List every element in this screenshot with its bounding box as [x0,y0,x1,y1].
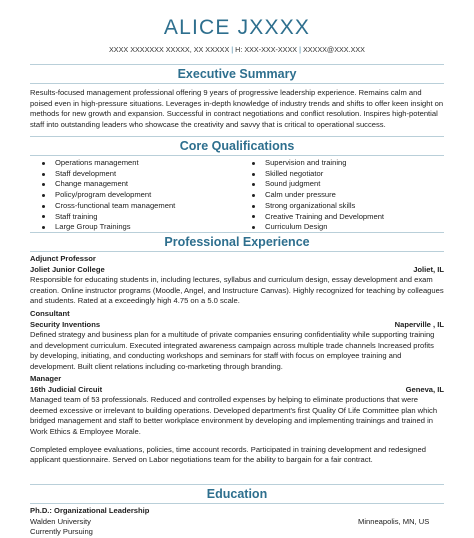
contact-address: XXXX XXXXXXX XXXXX, XX XXXXX [109,45,230,54]
job-description-continued: Completed employee evaluations, policies, time account records. Participated in training development and redesigned applicant questionnaire. Served on Labor negotiations team for the ability to bargain for a fair contract. [30,444,426,465]
candidate-name: ALICE JXXXX [163,16,311,39]
experience-entry [30,374,444,466]
contact-line [0,45,474,54]
qualifications-left-column [40,158,230,233]
qualification-item: Supervision and training [250,158,440,169]
section-heading-professional-experience: Professional Experience [30,232,444,252]
qualifications-right-column [250,158,440,233]
job-employer: Joliet Junior College [30,264,105,274]
contact-email: XXXXX@XXX.XXX [302,45,365,54]
qualification-item: Operations management [40,158,230,169]
job-location: Joliet, IL [413,264,444,274]
education-school: Walden University [30,516,91,526]
contact-phone: H: XXX-XXX-XXXX [235,45,298,54]
qualification-item: Staff training [40,212,230,223]
education-location: Minneapolis, MN, US [358,516,430,526]
job-title: Manager [30,374,62,383]
job-employer-row [30,265,444,276]
qualification-item: Staff development [40,169,230,180]
qualification-item: Policy/program development [40,190,230,201]
education-school-row [30,517,444,528]
job-description: Responsible for educating students in, including lectures, syllabus and curriculum design, essay development and exam creation. Online instructor programs (Moodle, Angel, and Instructure Canvas). Highly recognized for teaching by colleagues and students. Rated at a exceedingly high 4.75 on a 5.0 scale. [30,275,444,306]
qualification-item: Change management [40,179,230,190]
section-heading-executive-summary: Executive Summary [30,64,444,84]
job-location: Naperville , IL [394,319,444,329]
job-description: Managed team of 53 professionals. Reduced and controlled expenses by helping to eliminate productions that were deemed excessive or irrelevant to building operations. Developed department's first Quality Of Life Committee plan which bridged management and staff to better workplace environment by developing and implementing trainings and trained in Work Ethics & Employee Morale. [30,395,438,436]
executive-summary-text: Results-focused management professional offering 9 years of progressive leadership experience. Remains calm and poised even in high-pressure situations. Leverages in-depth knowledge of industry trends and shifts to offer keen insight on methods for new growth and expansion. Successful in contract negotiations and conflict resolution. Inspires high-potential staff into outstanding leaders who showcase the creativity and savvy that is critical to operational success. [30,88,444,129]
contact-separator: | [231,45,234,54]
experience-entry [30,309,444,373]
experience-entry [30,254,444,307]
qualification-item: Creative Training and Development [250,212,440,223]
education-degree: Ph.D.: Organizational Leadership [30,506,150,515]
section-heading-core-qualifications: Core Qualifications [30,136,444,156]
education-entry [30,506,444,538]
education-status: Currently Pursuing [30,527,93,537]
job-title: Adjunct Professor [30,254,96,263]
qualification-item: Skilled negotiator [250,169,440,180]
qualification-item: Strong organizational skills [250,201,440,212]
job-employer: Security Inventions [30,319,101,329]
section-heading-education: Education [30,484,444,504]
qualification-item: Cross-functional team management [40,201,230,212]
job-employer: 16th Judicial Circuit [30,384,103,394]
contact-separator: | [299,45,301,54]
qualification-item: Curriculum Design [250,222,440,233]
qualification-item: Sound judgment [250,179,440,190]
job-employer-row [30,385,444,396]
qualification-item: Calm under pressure [250,190,440,201]
qualification-item: Large Group Trainings [40,222,230,233]
job-employer-row [30,320,444,331]
job-description: Defined strategy and business plan for a multitude of private companies ensuring confidentiality while supporting training and development curriculum. Executed integrated awareness campaign across multiple trade channels Increased profits by developing, initiating, and conducting workshops and seminars for staff with focus on employee training and development. Built client relations including co-marketing through branding. [30,330,435,371]
education-degree-row [30,506,444,517]
job-title: Consultant [30,309,70,318]
job-location: Geneva, IL [405,384,444,394]
